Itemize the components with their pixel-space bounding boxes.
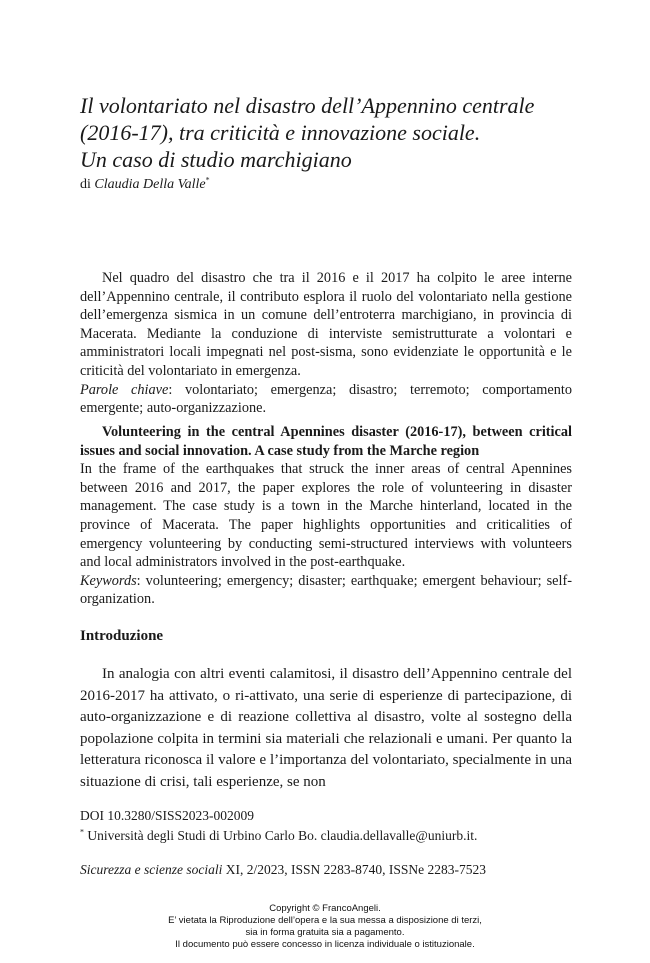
journal-name: Sicurezza e scienze sociali [80,862,223,877]
abstract-italian [80,269,572,418]
abstract-italian-text: Nel quadro del disastro che tra il 2016 e il 2017 ha colpito le aree interne dell’Appennino centrale, il contributo esplora il ruolo del volontariato nella gestione dell’emergenza sismica in un comune dell’entroterra marchigiano, in provincia di Macerata. Mediante la conduzione di interviste semistrutturate a volontari e amministratori locali impegnati nel post-sisma, sono evidenziate le opportunità e le criticità del volontariato in emergenza. [80,270,572,379]
footnotes [80,806,572,846]
copyright-line-3: sia in forma gratuita sia a pagamento. [245,927,405,938]
title-line-3: Un caso di studio marchigiano [80,147,352,172]
english-title: Volunteering in the central Apennines disaster (2016-17), between critical issues and social innovation. A case study from the Marche region [80,424,572,459]
author-byline [80,176,210,194]
doi: DOI 10.3280/SISS2023-002009 [80,808,255,823]
title-line-2: (2016-17), tra criticità e innovazione sociale. [80,120,481,145]
section-heading: Introduzione [80,628,164,644]
affiliation-text: Università degli Studi di Urbino Carlo Bo. claudia.dellavalle@uniurb.it. [84,828,478,843]
copyright-line-4: Il documento può essere concesso in licenza individuale o istituzionale. [175,939,475,950]
keywords-english: : volunteering; emergency; disaster; earthquake; emergent behaviour; self-organization. [80,572,572,608]
abstract-english [80,423,572,609]
affiliation-footnote [80,826,572,846]
journal-details: XI, 2/2023, ISSN 2283-8740, ISSNe 2283-7523 [222,862,486,877]
keywords-label-italian: Parole chiave [80,381,169,398]
article-title [80,92,580,173]
copyright-line-1: Copyright © FrancoAngeli. [269,903,381,914]
abstract-english-text: In the frame of the earthquakes that struck the inner areas of central Apennines between 2016 and 2017, the paper explores the role of volunteering in disaster management. The case study is a town in the Marche hinterland, located in the province of Macerata. The paper highlights opportunities and criticalities of emergency volunteering by conducting semi-structured interviews with volunteers and local administrators involved in the post-earthquake. [80,461,572,571]
author-name: Claudia Della Valle [94,177,206,192]
keywords-label-english: Keywords [80,572,137,589]
title-line-1: Il volontariato nel disastro dell’Appennino centrale [80,93,535,118]
copyright-line-2: E’ vietata la Riproduzione dell’opera e la sua messa a disposizione di terzi, [168,915,482,926]
journal-citation [80,862,486,878]
byline-prefix: di [80,177,91,192]
affiliation-mark: * [80,827,84,837]
keywords-italian: : volontariato; emergenza; disastro; terremoto; comportamento emergente; auto-organizzazione. [80,381,572,417]
copyright-notice [0,903,650,951]
intro-paragraph: In analogia con altri eventi calamitosi, il disastro dell’Appennino centrale del 2016-2017 ha attivato, o ri-attivato, una serie di esperienze di partecipazione, di auto-organizzazione e di reazione collettiva al disastro, volte al sostegno della popolazione colpita in termini sia materiali che relazionali e umani. Per quanto la letteratura riconosca il valore e l’importanza del volontariato, specialmente in una situazione di crisi, tali esperienze, se non [80,666,572,790]
author-footnote-mark: * [205,175,210,185]
